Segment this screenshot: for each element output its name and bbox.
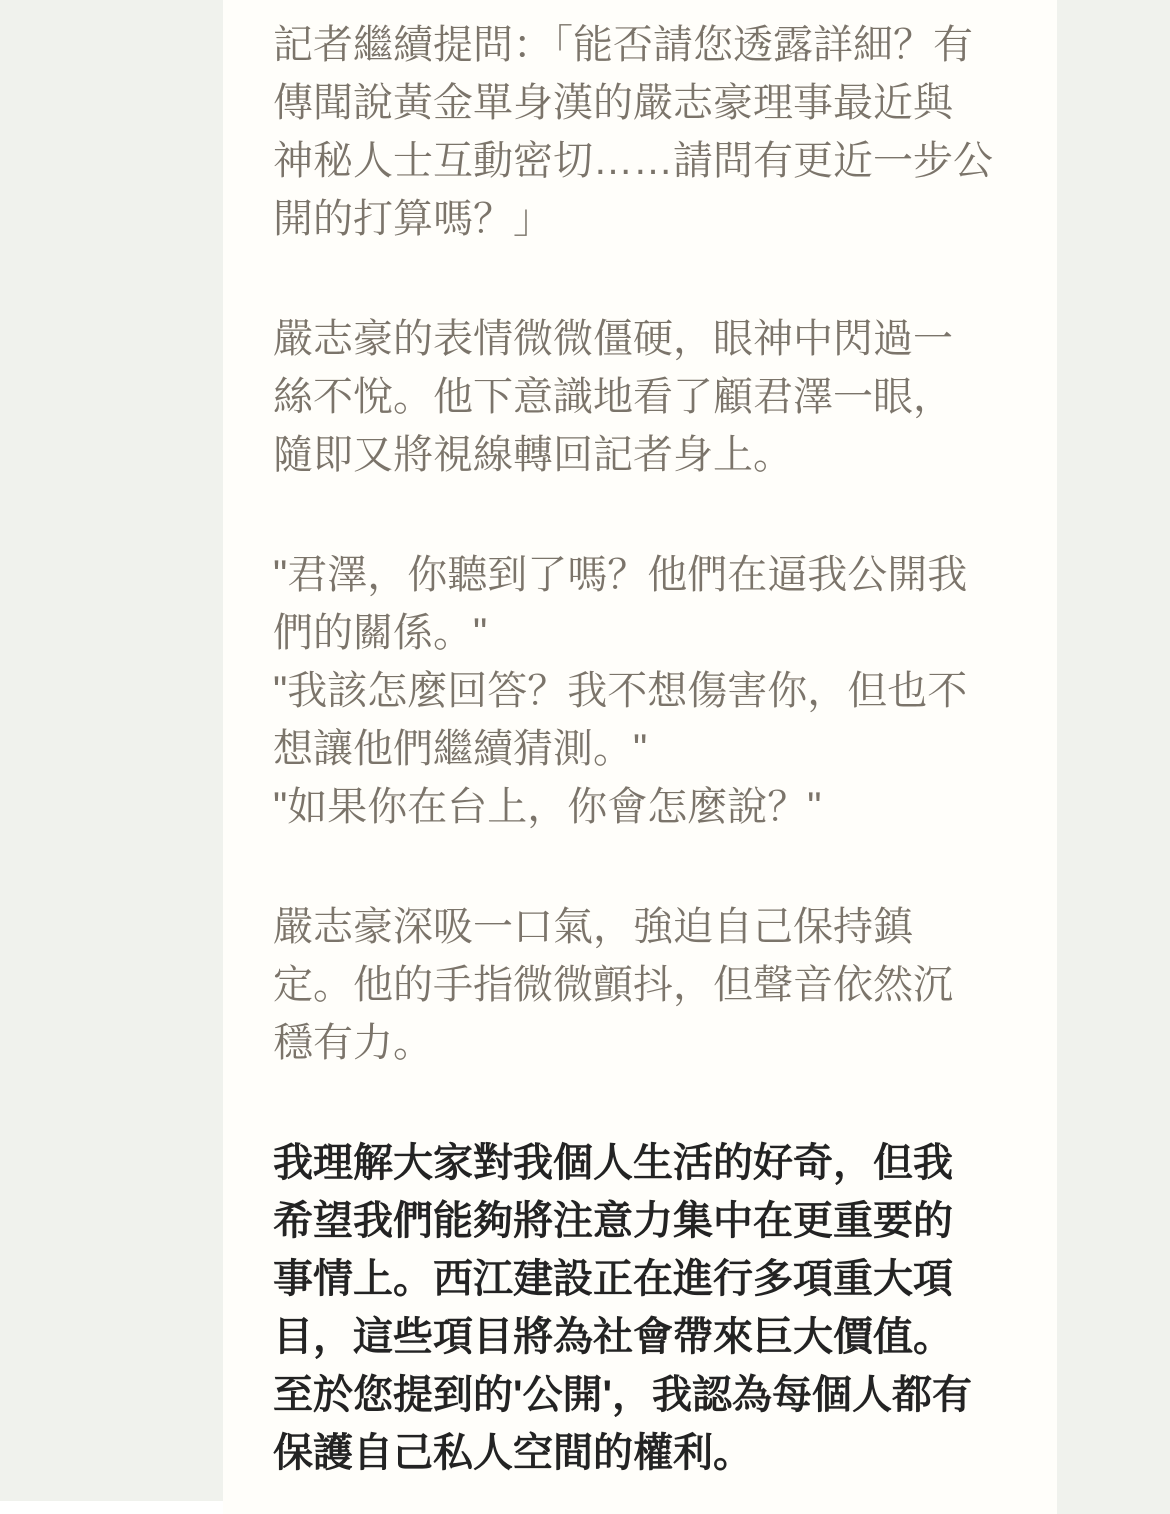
text-line: 我理解大家對我個人生活的好奇，但我: [273, 1141, 953, 1185]
text-line: "我該怎麼回答？我不想傷害你，但也不: [273, 669, 968, 713]
paragraph-composure: [273, 898, 1007, 1072]
text-line: 希望我們能夠將注意力集中在更重要的: [273, 1199, 953, 1243]
text-line: 絲不悅。他下意識地看了顧君澤一眼，: [273, 375, 953, 419]
text-line: 定。他的手指微微顫抖，但聲音依然沉: [273, 963, 953, 1007]
text-line: 嚴志豪深吸一口氣，強迫自己保持鎮: [273, 905, 913, 949]
text-line: 穩有力。: [273, 1021, 433, 1065]
paragraph-reporter-question: [273, 16, 1007, 248]
text-line: 保護自己私人空間的權利。: [273, 1431, 753, 1475]
paragraph-public-statement: [273, 1134, 1007, 1482]
text-line: 至於您提到的'公開'，我認為每個人都有: [273, 1373, 973, 1417]
text-line: "君澤，你聽到了嗎？他們在逼我公開我: [273, 553, 968, 597]
text-line: 目，這些項目將為社會帶來巨大價值。: [273, 1315, 953, 1359]
text-line: 想讓他們繼續猜測。": [273, 727, 648, 771]
paragraph-dialogue: [273, 546, 1007, 836]
text-line: 們的關係。": [273, 611, 488, 655]
text-line: 記者繼續提問：「能否請您透露詳細？有: [273, 23, 973, 67]
text-line: 隨即又將視線轉回記者身上。: [273, 433, 793, 477]
text-line: 嚴志豪的表情微微僵硬，眼神中閃過一: [273, 317, 953, 361]
paragraph-reaction: [273, 310, 1007, 484]
page-margin-left: [0, 0, 223, 1501]
text-line: 傳聞說黃金單身漢的嚴志豪理事最近與: [273, 81, 953, 125]
text-line: 神秘人士互動密切……請問有更近一步公: [273, 139, 993, 183]
text-line: 事情上。西江建設正在進行多項重大項: [273, 1257, 953, 1301]
text-line: "如果你在台上，你會怎麼說？": [273, 785, 822, 829]
text-line: 開的打算嗎？」: [273, 197, 553, 241]
reading-pane[interactable]: [223, 0, 1057, 1514]
page-margin-right: [1057, 0, 1170, 1514]
